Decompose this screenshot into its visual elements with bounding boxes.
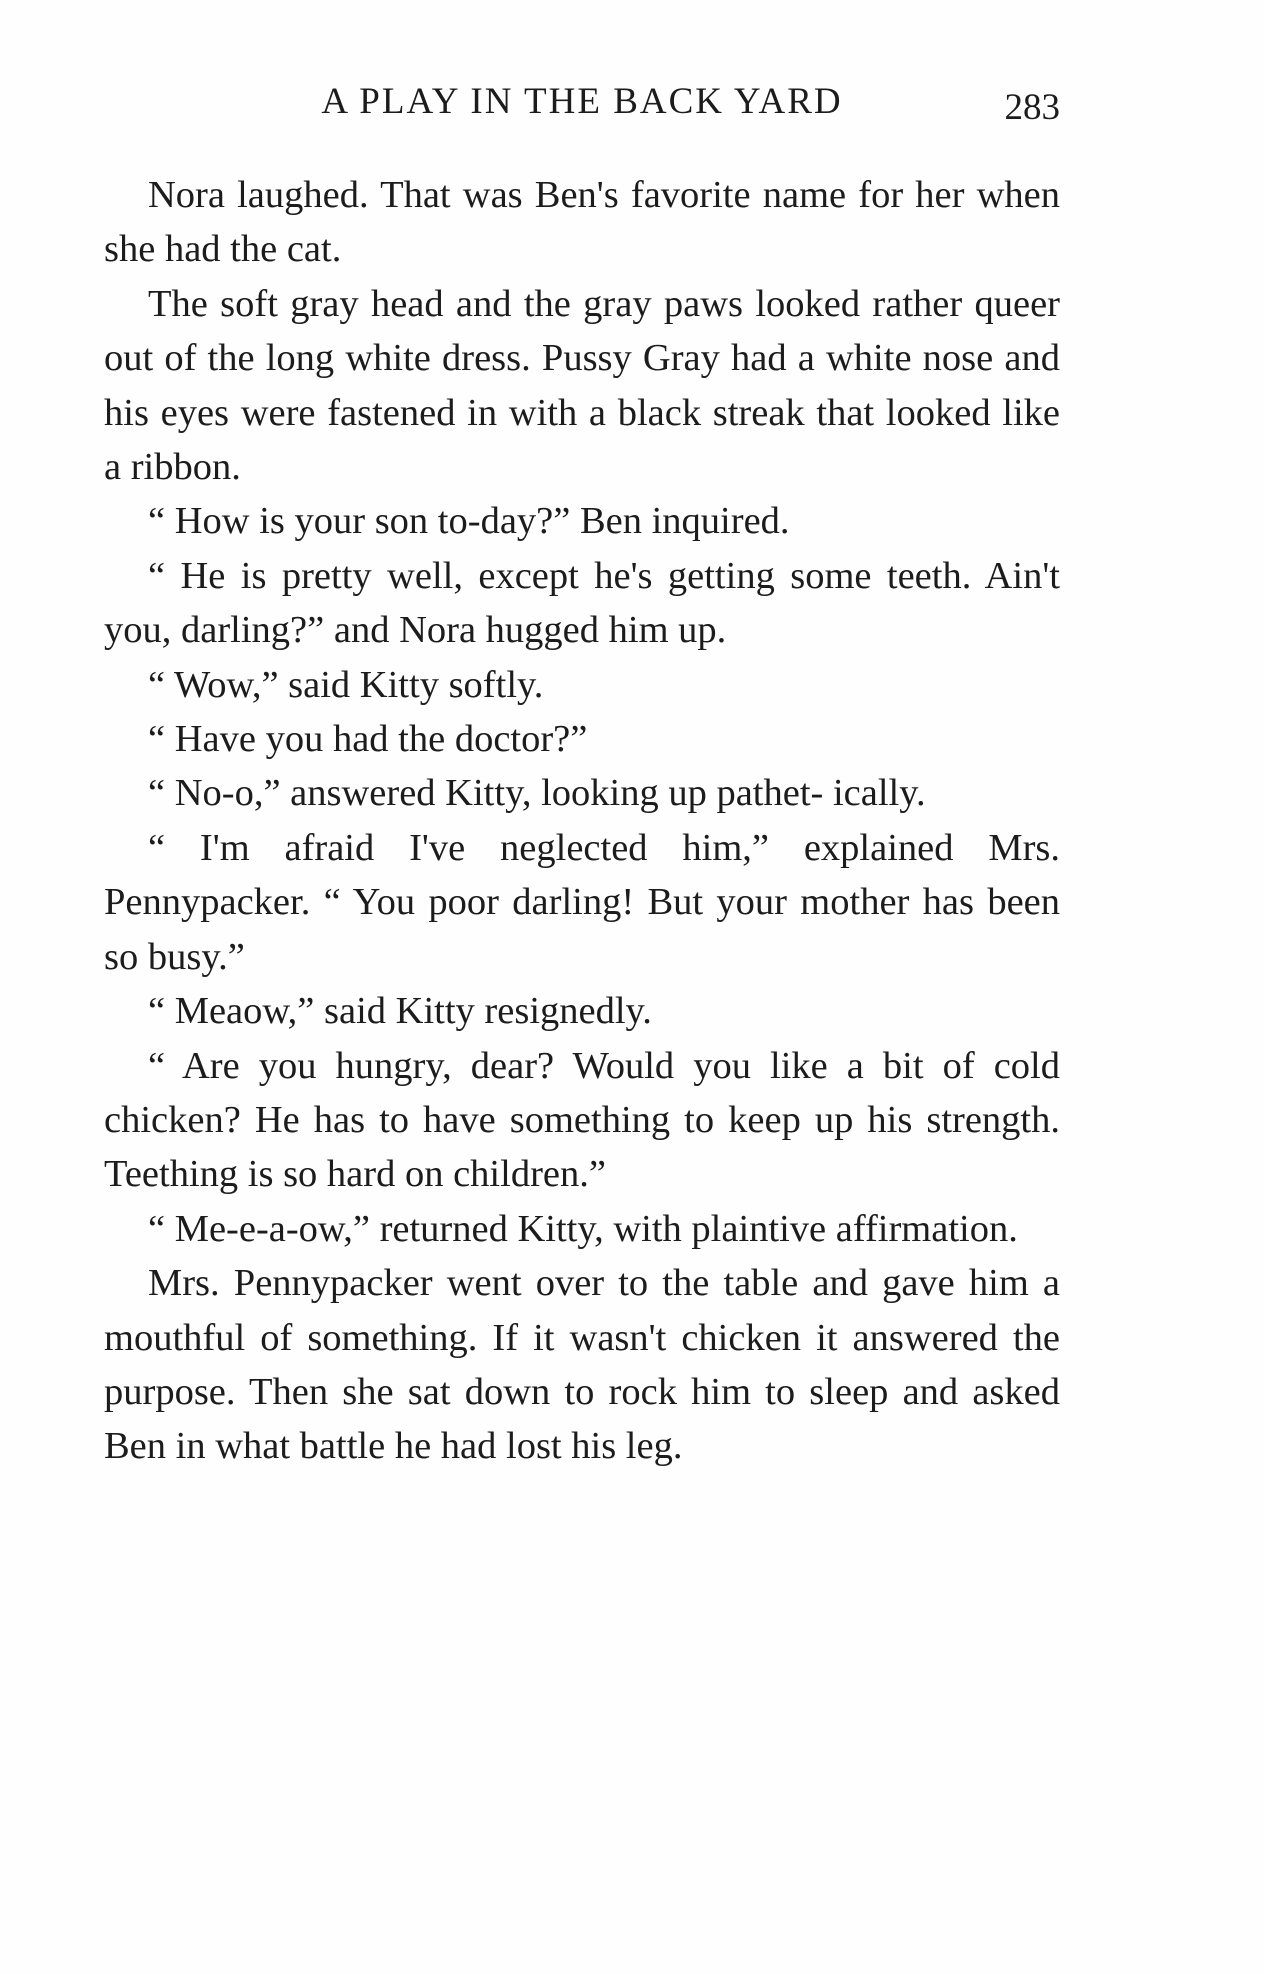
page-number: 283 xyxy=(1004,87,1060,128)
paragraph: “ No-o,” answered Kitty, looking up pathet- ically. xyxy=(148,772,926,815)
paragraph: “ Wow,” said Kitty softly. xyxy=(148,663,544,706)
paragraph: “ Me-e-a-ow,” returned Kitty, with plaintive affirmation. xyxy=(148,1207,1018,1250)
paragraph: Nora laughed. That was Ben's favorite name for her when she had the cat. xyxy=(104,174,1060,271)
running-head xyxy=(104,72,1060,132)
paragraph: “ I'm afraid I've neglected him,” explained Mrs. Pennypacker. “ You poor darling! But your mother has been so busy.” xyxy=(104,826,1060,978)
paragraph: The soft gray head and the gray paws looked rather queer out of the long white dress. Pussy Gray had a white nose and his eyes were fastened in with a black streak that looked like a ribbon. xyxy=(104,282,1060,489)
body-text xyxy=(104,168,1060,1474)
paragraph: “ Meaow,” said Kitty resignedly. xyxy=(148,990,652,1033)
paragraph: “ Are you hungry, dear? Would you like a bit of cold chicken? He has to have something to keep up his strength. Teething is so hard on children.” xyxy=(104,1044,1060,1196)
paragraph: “ He is pretty well, except he's getting some teeth. Ain't you, darling?” and Nora hugged him up. xyxy=(104,554,1060,652)
paragraph: “ How is your son to-day?” Ben inquired. xyxy=(148,500,790,543)
paragraph: “ Have you had the doctor?” xyxy=(148,718,588,761)
running-title: A PLAY IN THE BACK YARD xyxy=(321,81,843,122)
paragraph: Mrs. Pennypacker went over to the table and gave him a mouthful of something. If it wasn't chicken it answered the purpose. Then she sat down to rock him to sleep and asked Ben in what battle he had lost his leg. xyxy=(104,1262,1060,1468)
